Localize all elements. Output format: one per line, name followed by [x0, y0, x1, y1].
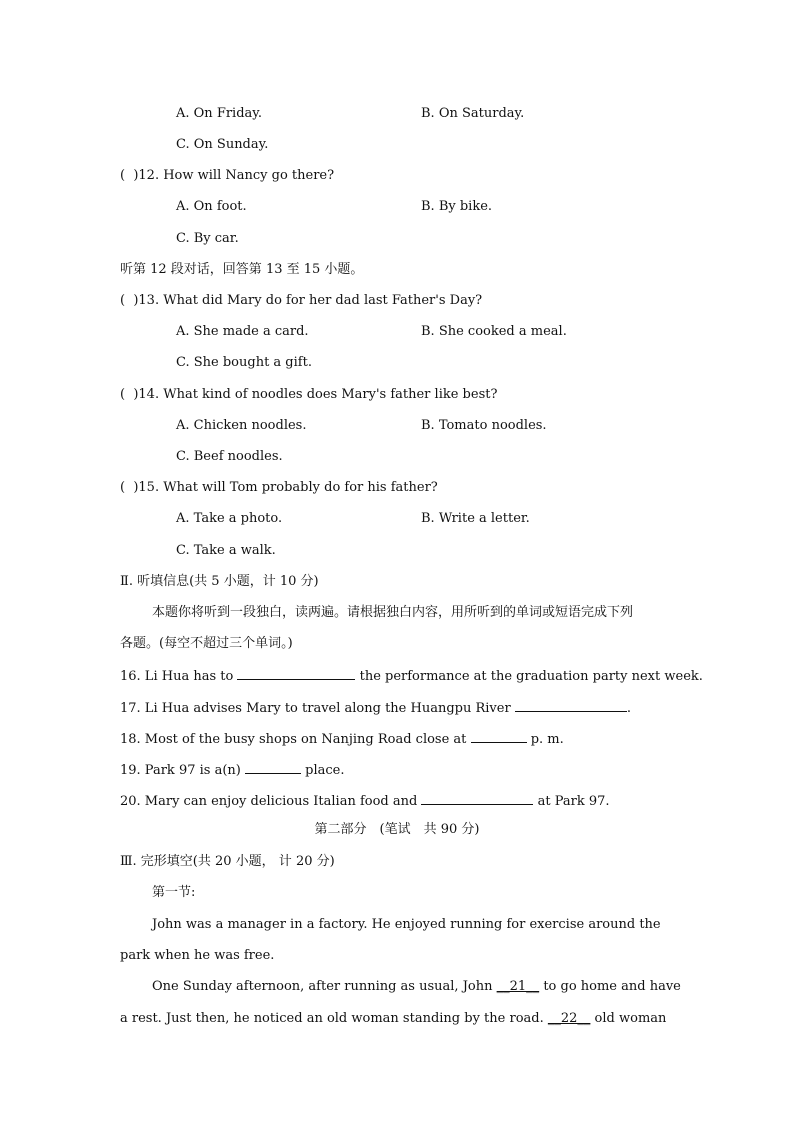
q19-line	[120, 761, 344, 779]
q12-option-c: C. By car.	[176, 231, 239, 246]
q19-text: 19. Park 97 is a(n)	[120, 763, 241, 778]
q15-option-b: B. Write a letter.	[421, 511, 530, 526]
q14-option-b: B. Tomato noodles.	[421, 418, 547, 433]
q14-option-a: A. Chicken noodles.	[176, 418, 307, 433]
q18-text-after: p. m.	[530, 732, 564, 747]
q19-text-after: place.	[305, 763, 345, 778]
passage-text-after: to go home and have	[543, 979, 681, 994]
section2-intro-line2: 各题。(每空不超过三个单词。)	[120, 636, 293, 651]
passage-text: One Sunday afternoon, after running as usual, John	[152, 979, 493, 994]
q14-option-c: C. Beef noodles.	[176, 449, 283, 464]
q11-option-b: B. On Saturday.	[421, 106, 525, 121]
q20-blank[interactable]	[421, 792, 533, 805]
q16-blank[interactable]	[237, 667, 355, 680]
q19-blank[interactable]	[245, 761, 301, 774]
q12-option-b: B. By bike.	[421, 199, 493, 214]
section3-subheading: 第一节:	[152, 885, 196, 900]
q16-text-after: the performance at the graduation party next week.	[359, 669, 703, 684]
q16-line	[120, 667, 703, 685]
q20-line	[120, 792, 610, 810]
q13-option-b: B. She cooked a meal.	[421, 324, 567, 339]
passage-text-after: old woman	[594, 1011, 667, 1026]
q16-text: 16. Li Hua has to	[120, 669, 234, 684]
q14-stem: ( )14. What kind of noodles does Mary's father like best?	[120, 387, 498, 402]
part2-title: 第二部分 (笔试 共 90 分)	[314, 822, 480, 837]
q13-option-c: C. She bought a gift.	[176, 355, 312, 370]
q20-text: 20. Mary can enjoy delicious Italian food and	[120, 794, 418, 809]
blank-22[interactable]: __22__	[547, 1011, 591, 1026]
q18-text: 18. Most of the busy shops on Nanjing Road close at	[120, 732, 467, 747]
section3-heading: Ⅲ. 完形填空(共 20 小题， 计 20 分)	[120, 854, 335, 869]
passage-p2-line1	[152, 979, 681, 995]
passage-p1-line1: John was a manager in a factory. He enjoyed running for exercise around the	[152, 917, 661, 932]
q15-option-a: A. Take a photo.	[176, 511, 283, 526]
q17-blank[interactable]	[515, 699, 627, 712]
q18-blank[interactable]	[471, 730, 527, 743]
q17-text-after: .	[626, 701, 631, 716]
q17-line	[120, 699, 631, 717]
q15-option-c: C. Take a walk.	[176, 543, 276, 558]
q17-text: 17. Li Hua advises Mary to travel along the Huangpu River	[120, 701, 511, 716]
q11-option-c: C. On Sunday.	[176, 137, 269, 152]
blank-21[interactable]: __21__	[496, 979, 540, 994]
q12-option-a: A. On foot.	[176, 199, 247, 214]
passage-p1-line2: park when he was free.	[120, 948, 275, 963]
q12-stem: ( )12. How will Nancy go there?	[120, 168, 335, 183]
q15-stem: ( )15. What will Tom probably do for his father?	[120, 480, 438, 495]
passage-text: a rest. Just then, he noticed an old woman standing by the road.	[120, 1011, 544, 1026]
q13-stem: ( )13. What did Mary do for her dad last Father's Day?	[120, 293, 483, 308]
section2-heading: Ⅱ. 听填信息(共 5 小题，计 10 分)	[120, 574, 319, 589]
section2-intro-line1: 本题你将听到一段独白，读两遍。请根据独白内容，用所听到的单词或短语完成下列	[152, 605, 634, 620]
q20-text-after: at Park 97.	[537, 794, 610, 809]
q18-line	[120, 730, 564, 748]
passage-p2-line2	[120, 1011, 666, 1027]
q11-option-a: A. On Friday.	[176, 106, 263, 121]
q13-option-a: A. She made a card.	[176, 324, 309, 339]
dialog12-instruction: 听第 12 段对话，回答第 13 至 15 小题。	[120, 262, 364, 277]
